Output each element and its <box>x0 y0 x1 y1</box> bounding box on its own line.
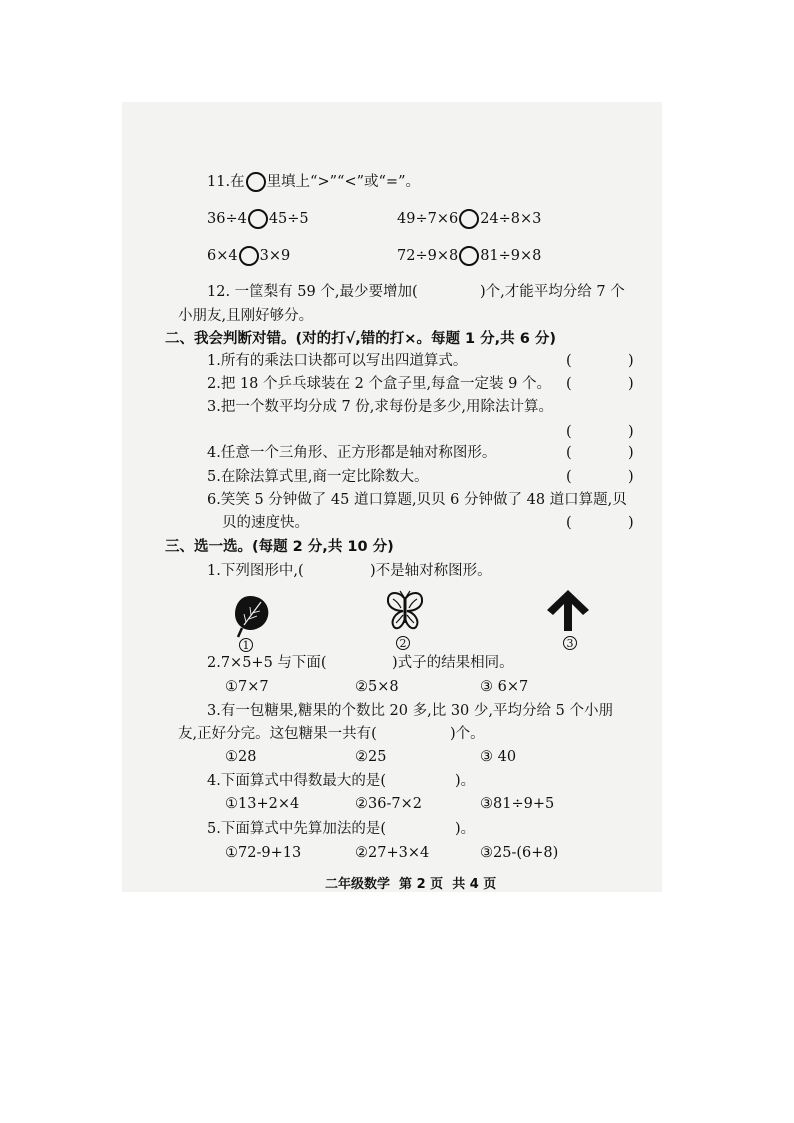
answer-paren-open: ( <box>566 376 572 392</box>
answer-circle[interactable] <box>459 246 479 266</box>
answer-paren-open: ( <box>566 469 572 485</box>
choice-q1-post: )不是轴对称图形。 <box>370 563 492 579</box>
q11-item-1: 36÷4 45÷5 <box>207 211 309 227</box>
judge-item-6-cont: 贝的速度快。 <box>222 515 309 531</box>
answer-paren-close: ) <box>628 469 634 485</box>
answer-paren-open: ( <box>566 353 572 369</box>
answer-paren-open: ( <box>566 445 572 461</box>
judge-item-2: 2.把 18 个乒乓球装在 2 个盒子里,每盒一定装 9 个。 <box>207 376 551 392</box>
arrow-up-icon <box>545 588 591 632</box>
option-label-2: 2 <box>396 636 410 650</box>
judge-item-4: 4.任意一个三角形、正方形都是轴对称图形。 <box>207 445 497 461</box>
choice-q2-opt3[interactable]: ③ 6×7 <box>480 679 529 695</box>
leaf-icon <box>230 592 272 638</box>
choice-q5-opt3[interactable]: ③25-(6+8) <box>480 845 559 861</box>
answer-paren-close: ) <box>628 424 634 440</box>
choice-q3-line2-post: )个。 <box>450 726 485 742</box>
judge-item-1: 1.所有的乘法口诀都可以写出四道算式。 <box>207 353 468 369</box>
choice-q2-opt2[interactable]: ②5×8 <box>355 679 399 695</box>
butterfly-icon <box>385 589 425 633</box>
choice-q3-opt1[interactable]: ①28 <box>225 749 257 765</box>
q11-item-4: 72÷9×8 81÷9×8 <box>397 248 542 264</box>
answer-circle[interactable] <box>459 209 479 229</box>
choice-q3-opt3[interactable]: ③ 40 <box>480 749 517 765</box>
choice-q4-opt3[interactable]: ③81÷9+5 <box>480 796 555 812</box>
choice-q1-pre: 1.下列图形中,( <box>207 563 304 579</box>
answer-paren-close: ) <box>628 515 634 531</box>
choice-q4-opt2[interactable]: ②36-7×2 <box>355 796 422 812</box>
answer-circle[interactable] <box>239 246 259 266</box>
answer-paren-open: ( <box>566 515 572 531</box>
choice-q4-pre: 4.下面算式中得数最大的是( <box>207 773 386 789</box>
option-label-3: 3 <box>563 636 577 650</box>
judge-item-5: 5.在除法算式里,商一定比除数大。 <box>207 469 429 485</box>
answer-paren-close: ) <box>628 445 634 461</box>
judge-item-3: 3.把一个数平均分成 7 份,求每份是多少,用除法计算。 <box>207 399 553 415</box>
choice-q5-opt1[interactable]: ①72-9+13 <box>225 845 302 861</box>
answer-circle[interactable] <box>248 209 268 229</box>
option-label-1: 1 <box>239 638 253 652</box>
q11-item-2: 49÷7×6 24÷8×3 <box>397 211 542 227</box>
section3-heading: 三、选一选。(每题 2 分,共 10 分) <box>165 539 394 555</box>
choice-q4-post: )。 <box>455 773 476 789</box>
choice-q5-opt2[interactable]: ②27+3×4 <box>355 845 430 861</box>
q12-line2: 小朋友,且刚好够分。 <box>178 308 314 324</box>
q11-title: 11.在 里填上“>”“<”或“=”。 <box>207 174 420 190</box>
choice-q4-opt1[interactable]: ①13+2×4 <box>225 796 300 812</box>
choice-q2-post: )式子的结果相同。 <box>392 655 514 671</box>
q11-item-3: 6×4 3×9 <box>207 248 291 264</box>
page-footer: 二年级数学 第 2 页 共 4 页 <box>325 877 497 892</box>
answer-paren-open: ( <box>566 424 572 440</box>
answer-paren-close: ) <box>628 376 634 392</box>
choice-q5-post: )。 <box>455 821 476 837</box>
compare-circle <box>246 172 266 192</box>
choice-q3-opt2[interactable]: ②25 <box>355 749 387 765</box>
choice-q2-pre: 2.7×5+5 与下面( <box>207 655 327 671</box>
answer-paren-close: ) <box>628 353 634 369</box>
choice-q3-line1: 3.有一包糖果,糖果的个数比 20 多,比 30 少,平均分给 5 个小朋 <box>207 703 613 719</box>
choice-q2-opt1[interactable]: ①7×7 <box>225 679 269 695</box>
section2-heading: 二、我会判断对错。(对的打√,错的打×。每题 1 分,共 6 分) <box>165 331 556 347</box>
judge-item-6: 6.笑笑 5 分钟做了 45 道口算题,贝贝 6 分钟做了 48 道口算题,贝 <box>207 492 627 508</box>
q12-line1: 12. 一筐梨有 59 个,最少要增加( <box>207 284 418 300</box>
choice-q3-line2-pre: 友,正好分完。这包糖果一共有( <box>178 726 377 742</box>
choice-q5-pre: 5.下面算式中先算加法的是( <box>207 821 386 837</box>
q12-line1-tail: )个,才能平均分给 7 个 <box>480 284 625 300</box>
